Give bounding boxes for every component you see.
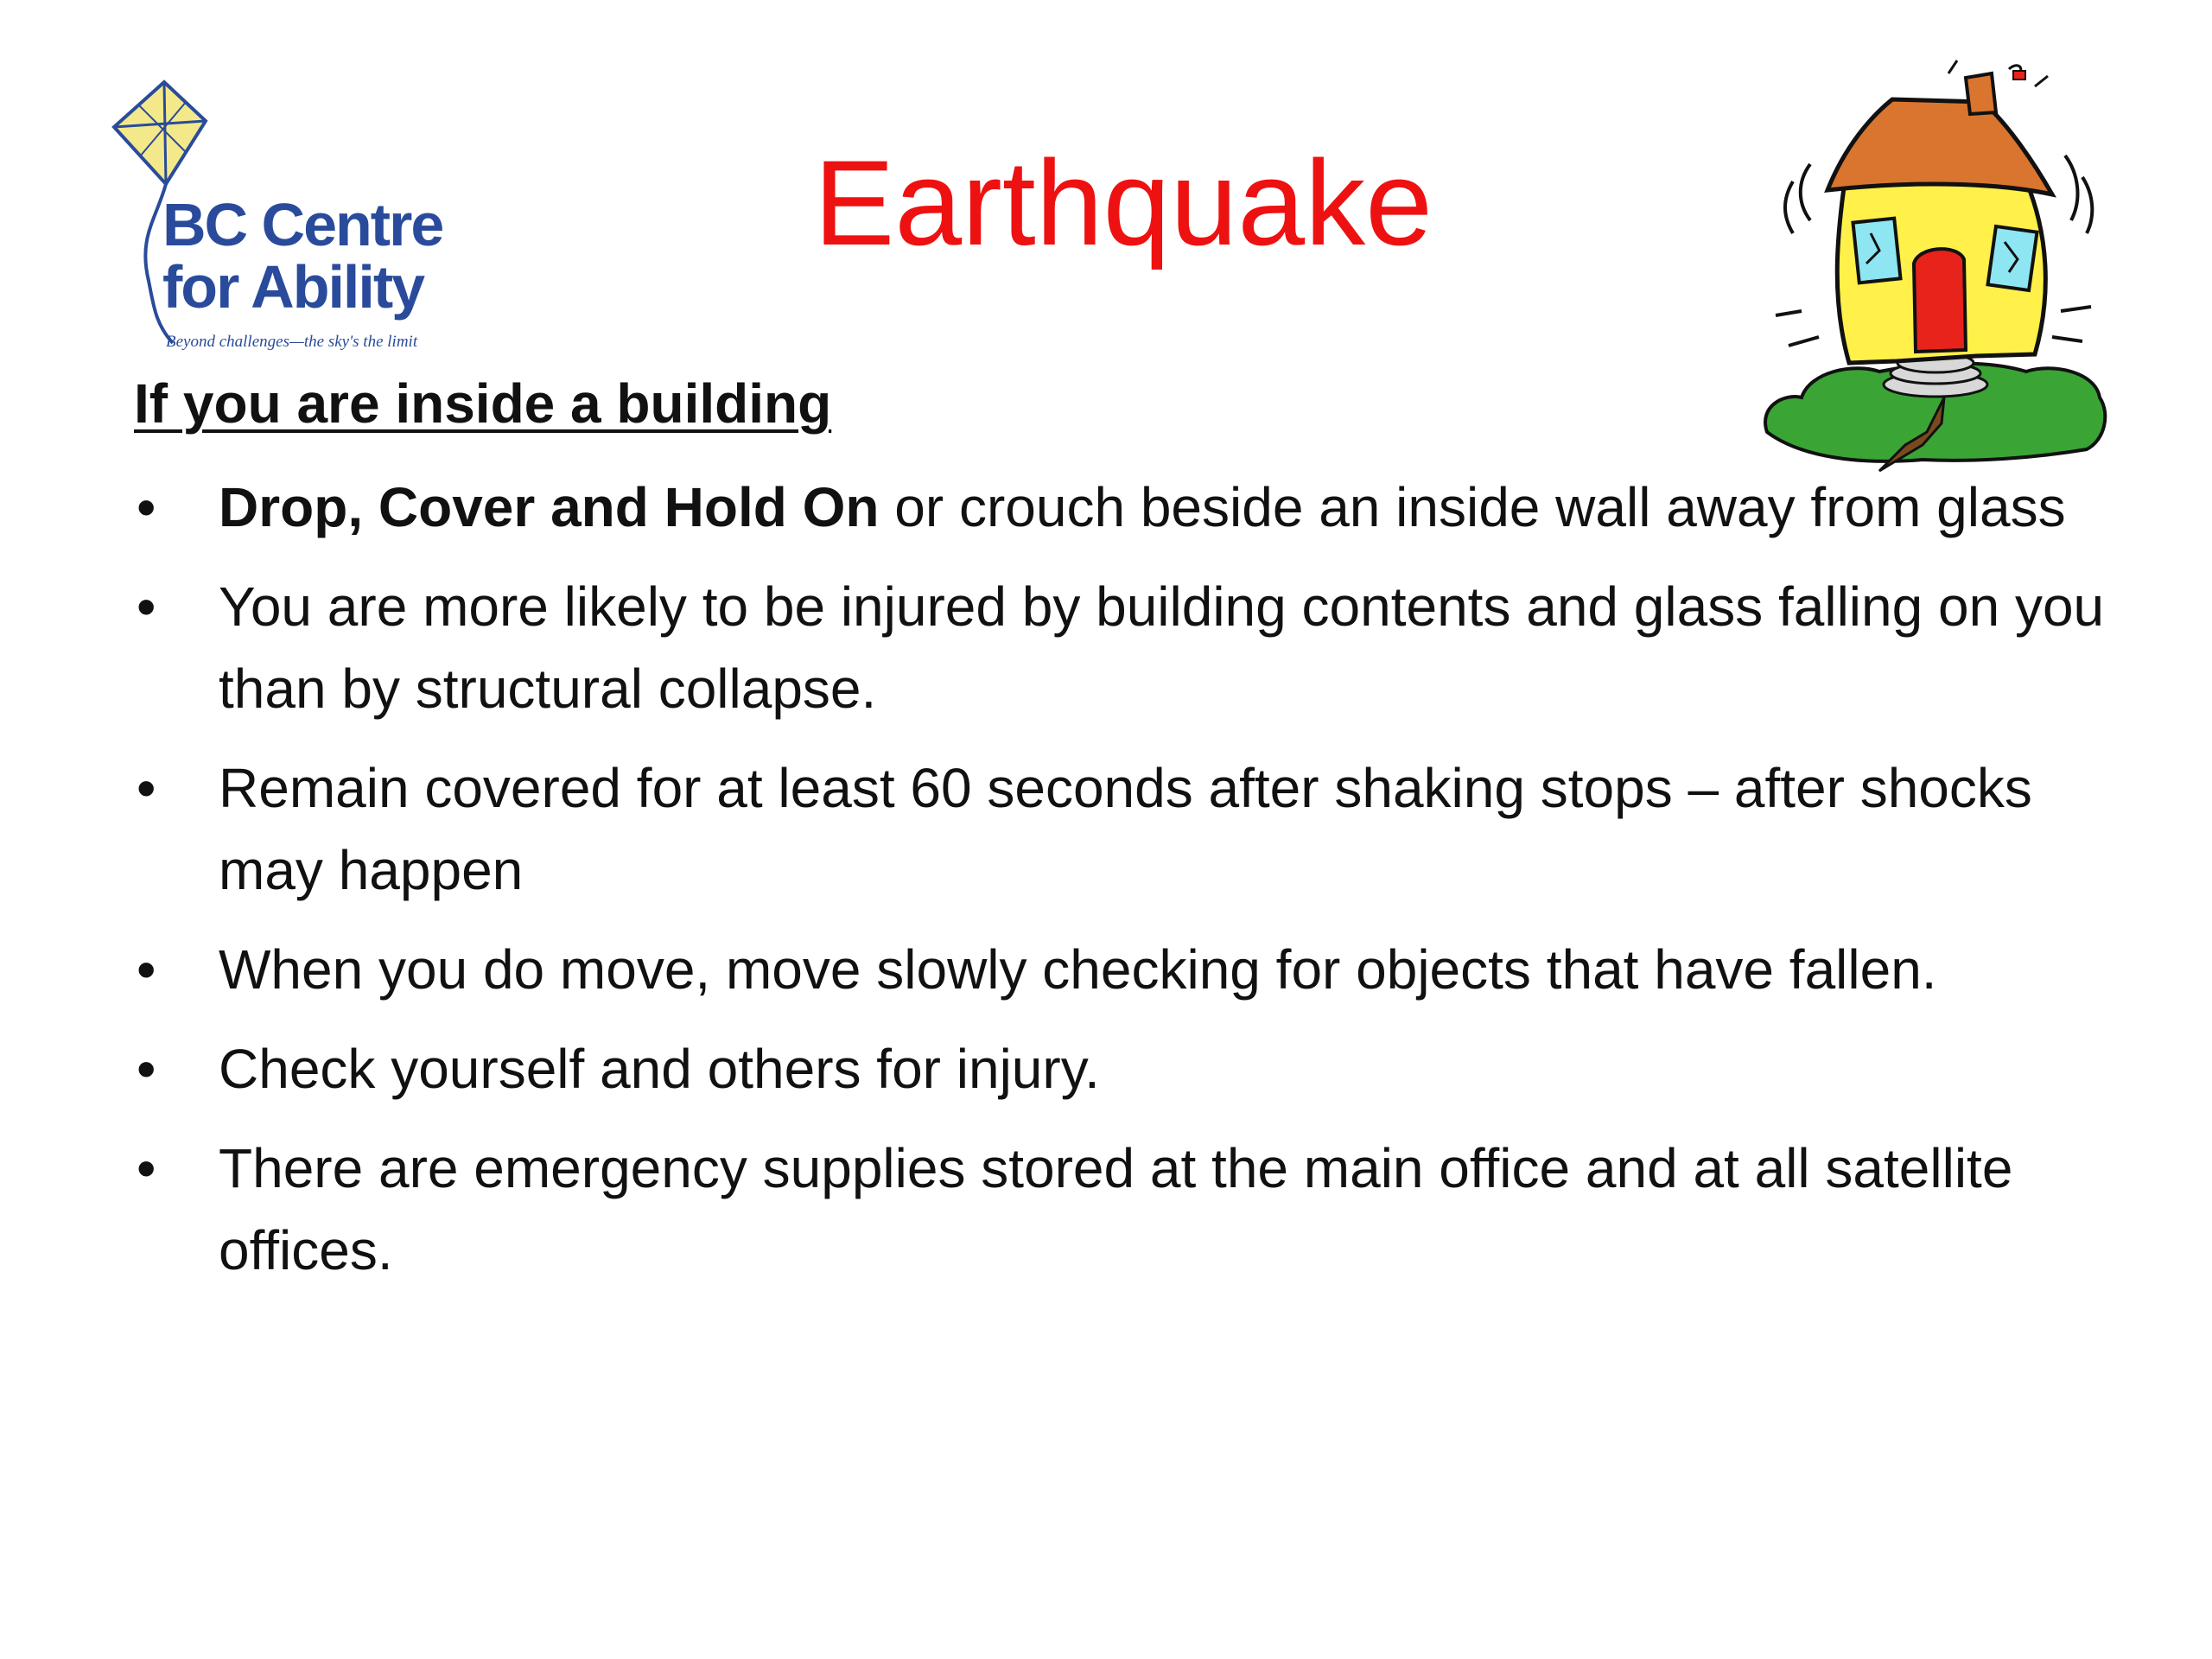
bullet-text: You are more likely to be injured by building contents and glass falling on you than by structural collapse. <box>219 575 2105 720</box>
list-item <box>130 1028 2126 1110</box>
list-item <box>130 467 2126 549</box>
list-item <box>130 566 2126 730</box>
bullet-dot: • <box>137 575 156 638</box>
bc-centre-logo <box>104 73 467 359</box>
slide-title: Earthquake <box>813 135 1433 270</box>
bullet-dot: • <box>137 757 156 819</box>
bullet-dot: • <box>137 476 156 538</box>
list-item <box>130 1128 2126 1292</box>
section-heading: If you are inside a building <box>134 372 832 435</box>
bullet-dot: • <box>137 1137 156 1199</box>
logo-name-line2: for Ability <box>162 253 424 321</box>
bullet-text: Remain covered for at least 60 seconds after shaking stops – after shocks may happen <box>219 757 2032 901</box>
bullet-text: Check yourself and others for injury. <box>219 1038 1100 1100</box>
bullet-dot: • <box>137 1038 156 1100</box>
bullet-text: or crouch beside an inside wall away from glass <box>879 476 2066 538</box>
bullet-text: There are emergency supplies stored at the main office and at all satellite offices. <box>219 1137 2013 1281</box>
bullet-dot: • <box>137 938 156 1001</box>
bullet-bold-text: Drop, Cover and Hold On <box>219 476 880 538</box>
list-item <box>130 747 2126 912</box>
shaking-house-icon <box>1750 52 2113 475</box>
logo-tagline: Beyond challenges—the sky's the limit <box>166 333 418 351</box>
list-item <box>130 929 2126 1011</box>
bullet-text: When you do move, move slowly checking for objects that have fallen. <box>219 938 1937 1001</box>
bullet-list <box>130 467 2126 1309</box>
logo-name-line1: BC Centre <box>162 191 443 258</box>
